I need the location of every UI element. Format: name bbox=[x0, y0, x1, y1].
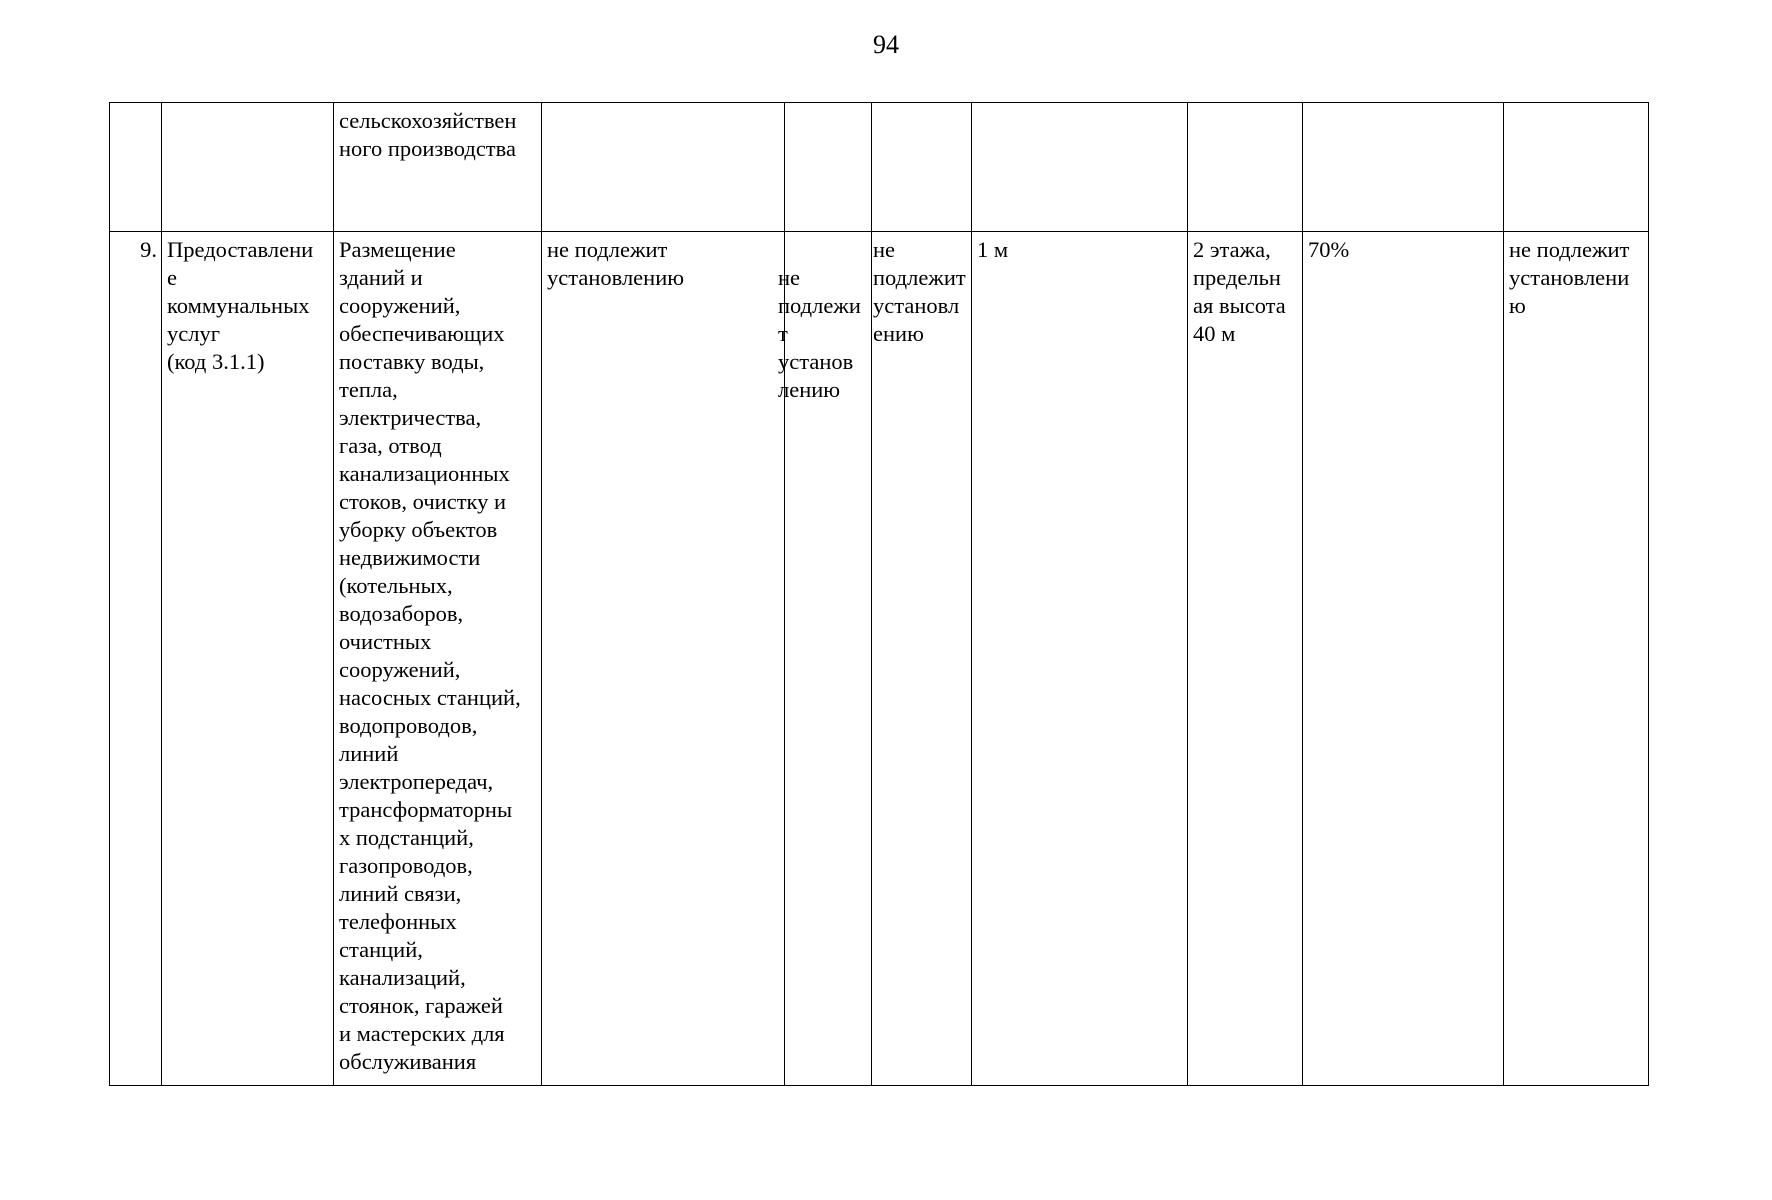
use-type-name-cell: Предоставлени е коммунальных услуг (код 3.1.1) bbox=[162, 232, 334, 1086]
max-coverage-cell bbox=[1303, 103, 1504, 232]
max-plot-size-text: не подлежи т установ лению bbox=[778, 265, 861, 402]
max-floors-height-cell bbox=[1188, 103, 1303, 232]
max-plot-size-cell bbox=[778, 232, 872, 1086]
table-row bbox=[110, 232, 1649, 1086]
min-setback-cell: 1 м bbox=[972, 232, 1188, 1086]
max-coverage-cell: 70% bbox=[1303, 232, 1504, 1086]
row-number-cell: 9. bbox=[110, 232, 162, 1086]
plot-area-cell bbox=[872, 103, 972, 232]
page-number: 94 bbox=[873, 30, 899, 59]
regulations-table bbox=[109, 102, 1649, 1086]
max-plot-size-cell bbox=[785, 103, 872, 232]
min-plot-size-cell bbox=[542, 103, 785, 232]
other-params-cell: не подлежит установлени ю bbox=[1504, 232, 1649, 1086]
table-row bbox=[110, 103, 1649, 232]
min-setback-cell bbox=[972, 103, 1188, 232]
use-description-cell: Размещение зданий и сооружений, обеспечивающих поставку воды, тепла, электричества, газа, отвод канализационных стоков, очистку и уборку объектов недвижимости (котельных, водозаборов, очистных сооружений, насосных станций, водопроводов, линий электропередач, трансформаторны х подстанций, газопроводов, линий связи, телефонных станций, канализаций, стоянок, гаражей и мастерских для обслуживания bbox=[334, 232, 542, 1086]
other-params-cell bbox=[1504, 103, 1649, 232]
max-floors-height-cell: 2 этажа, предельн ая высота 40 м bbox=[1188, 232, 1303, 1086]
min-plot-size-cell: не подлежит установлению bbox=[542, 232, 785, 1086]
plot-area-cell: не подлежит установл ению bbox=[872, 232, 972, 1086]
use-description-cell: сельскохозяйствен ного производства bbox=[334, 103, 542, 232]
row-number-cell bbox=[110, 103, 162, 232]
use-type-name-cell bbox=[162, 103, 334, 232]
